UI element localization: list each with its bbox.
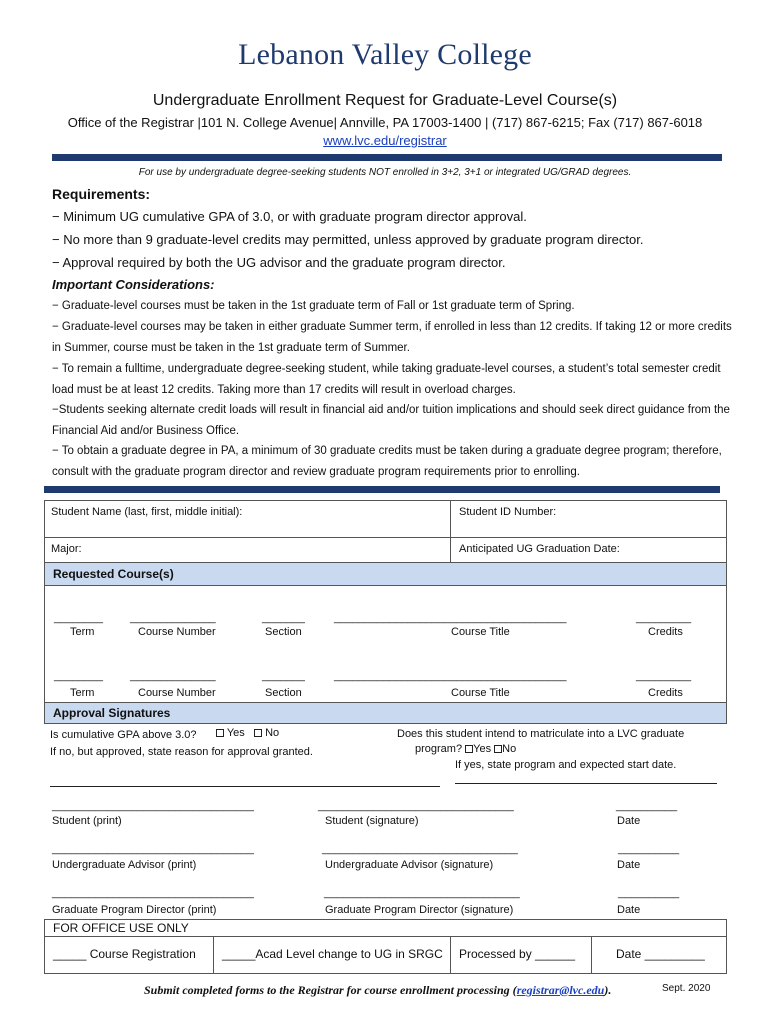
section-input[interactable]: _______ [262,670,305,682]
gpa-yes-option[interactable] [216,727,245,739]
requirement-item: − No more than 9 graduate-level credits may permitted, unless approved by graduate program director. [52,232,644,247]
college-logo: Lebanon Valley College [238,38,532,71]
processed-by-label: Processed by ______ [459,947,576,961]
section-label: Section [265,626,302,638]
header-rule [52,154,722,161]
course-title-input[interactable]: ______________________________________ [334,670,567,682]
requirements-heading: Requirements: [52,186,151,202]
form-date: Sept. 2020 [662,983,711,994]
course-number-input[interactable]: ______________ [130,612,216,624]
student-date-line[interactable]: __________ [616,800,678,812]
term-label: Term [70,687,95,699]
gpa-question: Is cumulative GPA above 3.0? [50,729,197,741]
course-registration-cell[interactable] [44,936,214,974]
program-start-line[interactable] [455,783,717,784]
student-print-line[interactable]: _________________________________ [52,800,254,812]
grad-date-label: Anticipated UG Graduation Date: [459,543,620,555]
student-name-field[interactable] [44,500,451,538]
course-registration-label: _____ Course Registration [53,947,196,961]
acad-level-label: _____Acad Level change to UG in SRGC [222,947,443,961]
acad-level-cell[interactable] [213,936,451,974]
office-address: Office of the Registrar |101 N. College Avenue| Annville, PA 17003-1400 | (717) 867-6215; Fax (717) 867-6018 [67,115,703,130]
director-print-label: Graduate Program Director (print) [52,904,217,916]
director-signature-label: Graduate Program Director (signature) [325,904,514,916]
advisor-date-label: Date [617,859,641,871]
director-date-label: Date [617,904,641,916]
credits-input[interactable]: _________ [636,670,692,682]
consideration-item: − Graduate-level courses may be taken in either graduate Summer term, if enrolled in less than 12 credits. If taking 12 or more credits in Summer, course must be taken in the 1st graduate term of Summer. [52,321,732,354]
advisor-print-label: Undergraduate Advisor (print) [52,859,197,871]
eligibility-note: For use by undergraduate degree-seeking students NOT enrolled in 3+2, 3+1 or integrated UG/GRAD degrees. [138,167,632,178]
gpa-reason-label: If no, but approved, state reason for approval granted. [50,746,313,758]
director-signature-line[interactable]: ________________________________ [324,887,520,899]
course-number-label: Course Number [138,687,216,699]
courses-heading: Requested Course(s) [53,567,174,581]
grad-date-field[interactable] [450,537,727,563]
gpa-reason-line[interactable] [50,786,440,787]
checkbox-icon [216,729,224,737]
advisor-date-line[interactable]: __________ [618,843,680,855]
matric-yes-option[interactable] [465,743,491,755]
processed-by-cell[interactable] [450,936,592,974]
courses-section-header [44,562,727,586]
program-start-label: If yes, state program and expected start date. [455,759,677,771]
advisor-print-line[interactable]: _________________________________ [52,843,254,855]
registrar-email-link[interactable]: registrar@lvc.edu [516,983,605,997]
requirement-item: − Approval required by both the UG advisor and the graduate program director. [52,255,506,270]
credits-label: Credits [648,687,683,699]
course-number-input[interactable]: ______________ [130,670,216,682]
matric-yes-label: Yes [473,743,492,755]
term-label: Term [70,626,95,638]
consideration-item: − To remain a fulltime, undergraduate degree-seeking student, while taking graduate-level courses, a student’s total semester credit load must be at least 12 credits. Taking more than 17 credits will result in overload charges. [52,363,721,396]
matric-no-label: No [502,743,517,755]
requirement-item: − Minimum UG cumulative GPA of 3.0, or with graduate program director approval. [52,209,527,224]
office-use-heading: FOR OFFICE USE ONLY [53,921,189,935]
student-name-label: Student Name (last, first, middle initial): [51,506,243,518]
advisor-signature-line[interactable]: ________________________________ [322,843,518,855]
student-id-field[interactable] [450,500,727,538]
course-number-label: Course Number [138,626,216,638]
student-date-label: Date [617,815,641,827]
office-date-cell[interactable] [591,936,727,974]
office-date-label: Date _________ [616,947,705,961]
gpa-no-label: No [265,727,280,739]
approval-heading: Approval Signatures [53,706,171,720]
footer-tail: ). [604,983,612,997]
consideration-item: − Graduate-level courses must be taken in the 1st graduate term of Fall or 1st graduate term of Spring. [52,300,575,312]
course-title-label: Course Title [451,626,510,638]
course-title-input[interactable]: ______________________________________ [334,612,567,624]
credits-label: Credits [648,626,683,638]
director-print-line[interactable]: _________________________________ [52,887,254,899]
matric-no-option[interactable] [494,743,516,755]
footer-instructions [144,983,611,998]
considerations-heading: Important Considerations: [52,277,215,292]
program-question-label: program? [415,743,463,755]
term-input[interactable]: ________ [54,612,103,624]
section-label: Section [265,687,302,699]
matriculate-question: Does this student intend to matriculate into a LVC graduate [397,728,685,740]
matriculate-options [415,743,516,755]
course-title-label: Course Title [451,687,510,699]
student-signature-label: Student (signature) [325,815,419,827]
student-print-label: Student (print) [52,815,122,827]
gpa-yes-label: Yes [226,727,245,739]
footer-text: Submit completed forms to the Registrar for course enrollment processing ( [144,983,517,997]
section-input[interactable]: _______ [262,612,305,624]
section-rule [44,486,720,493]
term-input[interactable]: ________ [54,670,103,682]
form-title: Undergraduate Enrollment Request for Graduate-Level Course(s) [152,92,618,109]
advisor-signature-label: Undergraduate Advisor (signature) [325,859,494,871]
major-label: Major: [51,543,82,555]
checkbox-icon [465,745,473,753]
major-field[interactable] [44,537,451,563]
registrar-link[interactable]: www.lvc.edu/registrar [323,133,447,148]
checkbox-icon [494,745,502,753]
registrar-url [0,133,770,148]
office-use-header [44,919,727,937]
student-id-label: Student ID Number: [459,506,557,518]
director-date-line[interactable]: __________ [618,887,680,899]
consideration-item: − To obtain a graduate degree in PA, a minimum of 30 graduate credits must be taken during a graduate degree program; therefore, consult with the graduate program director and review graduate program requirements prior to enrolling. [52,445,722,478]
credits-input[interactable]: _________ [636,612,692,624]
approval-section-header [44,702,727,724]
gpa-no-option[interactable] [254,727,279,739]
consideration-item: −Students seeking alternate credit loads will result in financial aid and/or tuition implications and should seek direct guidance from the Financial Aid and/or Business Office. [52,404,730,437]
student-signature-line[interactable]: ________________________________ [318,800,514,812]
checkbox-icon [254,729,262,737]
